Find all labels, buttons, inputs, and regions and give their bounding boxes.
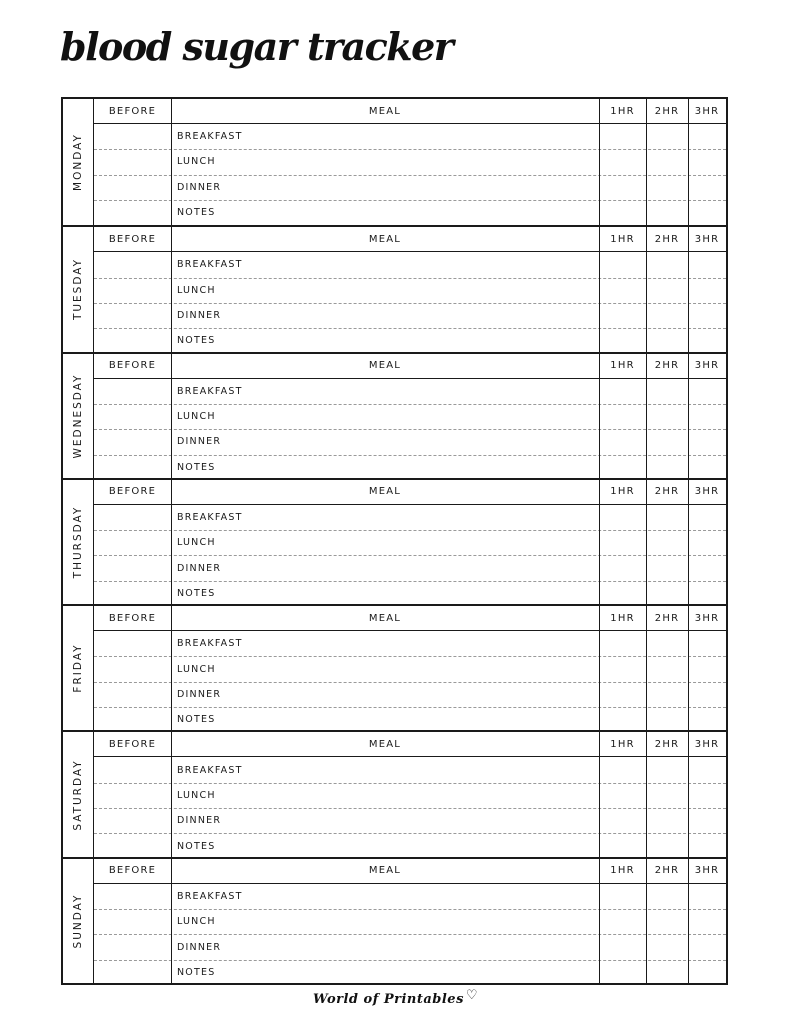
column-divider <box>646 606 647 730</box>
day-grid <box>94 227 726 351</box>
day-label-cell <box>63 99 94 225</box>
meal-label: DINNER <box>177 181 222 193</box>
day-block-sunday <box>63 857 726 983</box>
column-divider <box>599 227 600 351</box>
meal-label: LUNCH <box>177 537 216 549</box>
day-block-monday <box>63 99 726 225</box>
header-row <box>94 227 726 252</box>
meal-row-notes[interactable] <box>94 328 726 353</box>
meal-row-breakfast[interactable] <box>94 631 726 657</box>
header-3hr: 3HR <box>694 612 720 624</box>
meal-label: DINNER <box>177 310 222 322</box>
day-grid <box>94 859 726 983</box>
day-label: WEDNESDAY <box>72 373 84 459</box>
meal-row-dinner[interactable] <box>94 555 726 581</box>
meal-row-breakfast[interactable] <box>94 757 726 783</box>
meal-label: NOTES <box>177 840 216 852</box>
meal-label: NOTES <box>177 966 216 978</box>
header-1hr: 1HR <box>610 105 635 117</box>
meal-row-breakfast[interactable] <box>94 252 726 278</box>
day-label: SATURDAY <box>72 758 84 831</box>
day-label: TUESDAY <box>72 258 84 321</box>
meal-label: NOTES <box>177 461 216 473</box>
meal-label: BREAKFAST <box>177 890 243 902</box>
day-block-tuesday <box>63 225 726 351</box>
meal-label: DINNER <box>177 688 222 700</box>
column-divider <box>171 99 172 225</box>
header-meal: MEAL <box>368 865 402 877</box>
header-3hr: 3HR <box>694 105 720 117</box>
column-divider <box>171 227 172 351</box>
day-block-friday <box>63 604 726 730</box>
meal-label: DINNER <box>177 815 222 827</box>
column-divider <box>171 732 172 856</box>
day-label: THURSDAY <box>72 505 84 579</box>
meal-label: BREAKFAST <box>177 259 243 271</box>
header-meal: MEAL <box>368 105 402 117</box>
meal-row-lunch[interactable] <box>94 530 726 556</box>
meal-row-lunch[interactable] <box>94 656 726 682</box>
header-row <box>94 480 726 505</box>
header-1hr: 1HR <box>610 486 635 498</box>
header-2hr: 2HR <box>654 233 680 245</box>
meal-row-dinner[interactable] <box>94 175 726 201</box>
meal-label: DINNER <box>177 436 222 448</box>
footer-brand <box>0 988 791 1007</box>
header-meal: MEAL <box>368 612 402 624</box>
page-title: blood sugar tracker <box>60 24 453 69</box>
day-label-cell <box>63 606 94 730</box>
day-grid <box>94 354 726 478</box>
header-row <box>94 606 726 631</box>
column-divider <box>171 859 172 983</box>
column-divider <box>646 227 647 351</box>
meal-label: LUNCH <box>177 916 216 928</box>
meal-label: DINNER <box>177 941 222 953</box>
column-divider <box>599 606 600 730</box>
meal-label: LUNCH <box>177 156 216 168</box>
header-3hr: 3HR <box>694 486 720 498</box>
meal-row-notes[interactable] <box>94 960 726 985</box>
column-divider <box>599 99 600 225</box>
header-3hr: 3HR <box>694 738 720 750</box>
header-before: BEFORE <box>108 360 157 372</box>
header-1hr: 1HR <box>610 360 635 372</box>
meal-label: NOTES <box>177 714 216 726</box>
column-divider <box>646 480 647 604</box>
header-2hr: 2HR <box>654 105 680 117</box>
column-divider <box>688 99 689 225</box>
header-1hr: 1HR <box>610 233 635 245</box>
meal-label: BREAKFAST <box>177 385 243 397</box>
column-divider <box>599 480 600 604</box>
meal-label: LUNCH <box>177 284 216 296</box>
column-divider <box>599 732 600 856</box>
meal-row-lunch[interactable] <box>94 149 726 175</box>
meal-row-dinner[interactable] <box>94 808 726 834</box>
meal-label: LUNCH <box>177 789 216 801</box>
header-2hr: 2HR <box>654 486 680 498</box>
header-before: BEFORE <box>108 233 157 245</box>
meal-row-notes[interactable] <box>94 581 726 606</box>
header-2hr: 2HR <box>654 360 680 372</box>
column-divider <box>688 732 689 856</box>
meal-label: BREAKFAST <box>177 764 243 776</box>
column-divider <box>171 480 172 604</box>
column-divider <box>646 354 647 478</box>
header-row <box>94 99 726 124</box>
column-divider <box>646 859 647 983</box>
column-divider <box>646 732 647 856</box>
day-block-saturday <box>63 730 726 856</box>
meal-row-breakfast[interactable] <box>94 884 726 910</box>
meal-label: BREAKFAST <box>177 638 243 650</box>
header-before: BEFORE <box>108 612 157 624</box>
meal-label: NOTES <box>177 335 216 347</box>
day-grid <box>94 606 726 730</box>
tracker-table <box>61 97 728 985</box>
header-row <box>94 354 726 379</box>
footer-brand-text: World of Printables <box>312 992 464 1007</box>
meal-row-dinner[interactable] <box>94 303 726 329</box>
day-grid <box>94 732 726 856</box>
header-2hr: 2HR <box>654 738 680 750</box>
meal-row-breakfast[interactable] <box>94 505 726 531</box>
day-label-cell <box>63 732 94 856</box>
meal-label: NOTES <box>177 587 216 599</box>
column-divider <box>599 859 600 983</box>
column-divider <box>688 227 689 351</box>
header-meal: MEAL <box>368 486 402 498</box>
meal-row-notes[interactable] <box>94 455 726 480</box>
header-1hr: 1HR <box>610 738 635 750</box>
meal-row-dinner[interactable] <box>94 934 726 960</box>
meal-row-breakfast[interactable] <box>94 124 726 150</box>
header-before: BEFORE <box>108 738 157 750</box>
column-divider <box>688 859 689 983</box>
header-2hr: 2HR <box>654 865 680 877</box>
header-meal: MEAL <box>368 738 402 750</box>
header-row <box>94 732 726 757</box>
header-row <box>94 859 726 884</box>
meal-label: BREAKFAST <box>177 131 243 143</box>
header-3hr: 3HR <box>694 360 720 372</box>
meal-row-dinner[interactable] <box>94 429 726 455</box>
meal-row-breakfast[interactable] <box>94 379 726 405</box>
header-before: BEFORE <box>108 105 157 117</box>
column-divider <box>646 99 647 225</box>
header-1hr: 1HR <box>610 612 635 624</box>
day-label: FRIDAY <box>72 643 84 693</box>
meal-row-lunch[interactable] <box>94 909 726 935</box>
day-grid <box>94 480 726 604</box>
column-divider <box>688 606 689 730</box>
day-grid <box>94 99 726 225</box>
column-divider <box>688 354 689 478</box>
day-block-thursday <box>63 478 726 604</box>
meal-label: NOTES <box>177 207 216 219</box>
header-meal: MEAL <box>368 233 402 245</box>
header-1hr: 1HR <box>610 865 635 877</box>
meal-label: DINNER <box>177 562 222 574</box>
day-label-cell <box>63 480 94 604</box>
column-divider <box>688 480 689 604</box>
day-label-cell <box>63 227 94 351</box>
meal-row-notes[interactable] <box>94 200 726 225</box>
meal-label: BREAKFAST <box>177 512 243 523</box>
header-before: BEFORE <box>108 865 157 877</box>
meal-row-notes[interactable] <box>94 707 726 732</box>
header-2hr: 2HR <box>654 612 680 624</box>
meal-row-lunch[interactable] <box>94 404 726 430</box>
meal-row-lunch[interactable] <box>94 278 726 304</box>
header-3hr: 3HR <box>694 233 720 245</box>
column-divider <box>171 606 172 730</box>
meal-label: LUNCH <box>177 411 216 423</box>
day-label: SUNDAY <box>72 893 84 949</box>
meal-row-lunch[interactable] <box>94 783 726 809</box>
meal-row-dinner[interactable] <box>94 682 726 708</box>
day-block-wednesday <box>63 352 726 478</box>
header-before: BEFORE <box>108 486 157 498</box>
day-label-cell <box>63 859 94 983</box>
meal-label: LUNCH <box>177 663 216 675</box>
day-label-cell <box>63 354 94 478</box>
meal-row-notes[interactable] <box>94 833 726 858</box>
header-3hr: 3HR <box>694 865 720 877</box>
column-divider <box>599 354 600 478</box>
heart-icon: ♡ <box>465 988 479 1003</box>
header-meal: MEAL <box>368 360 402 372</box>
day-label: MONDAY <box>72 133 84 192</box>
column-divider <box>171 354 172 478</box>
